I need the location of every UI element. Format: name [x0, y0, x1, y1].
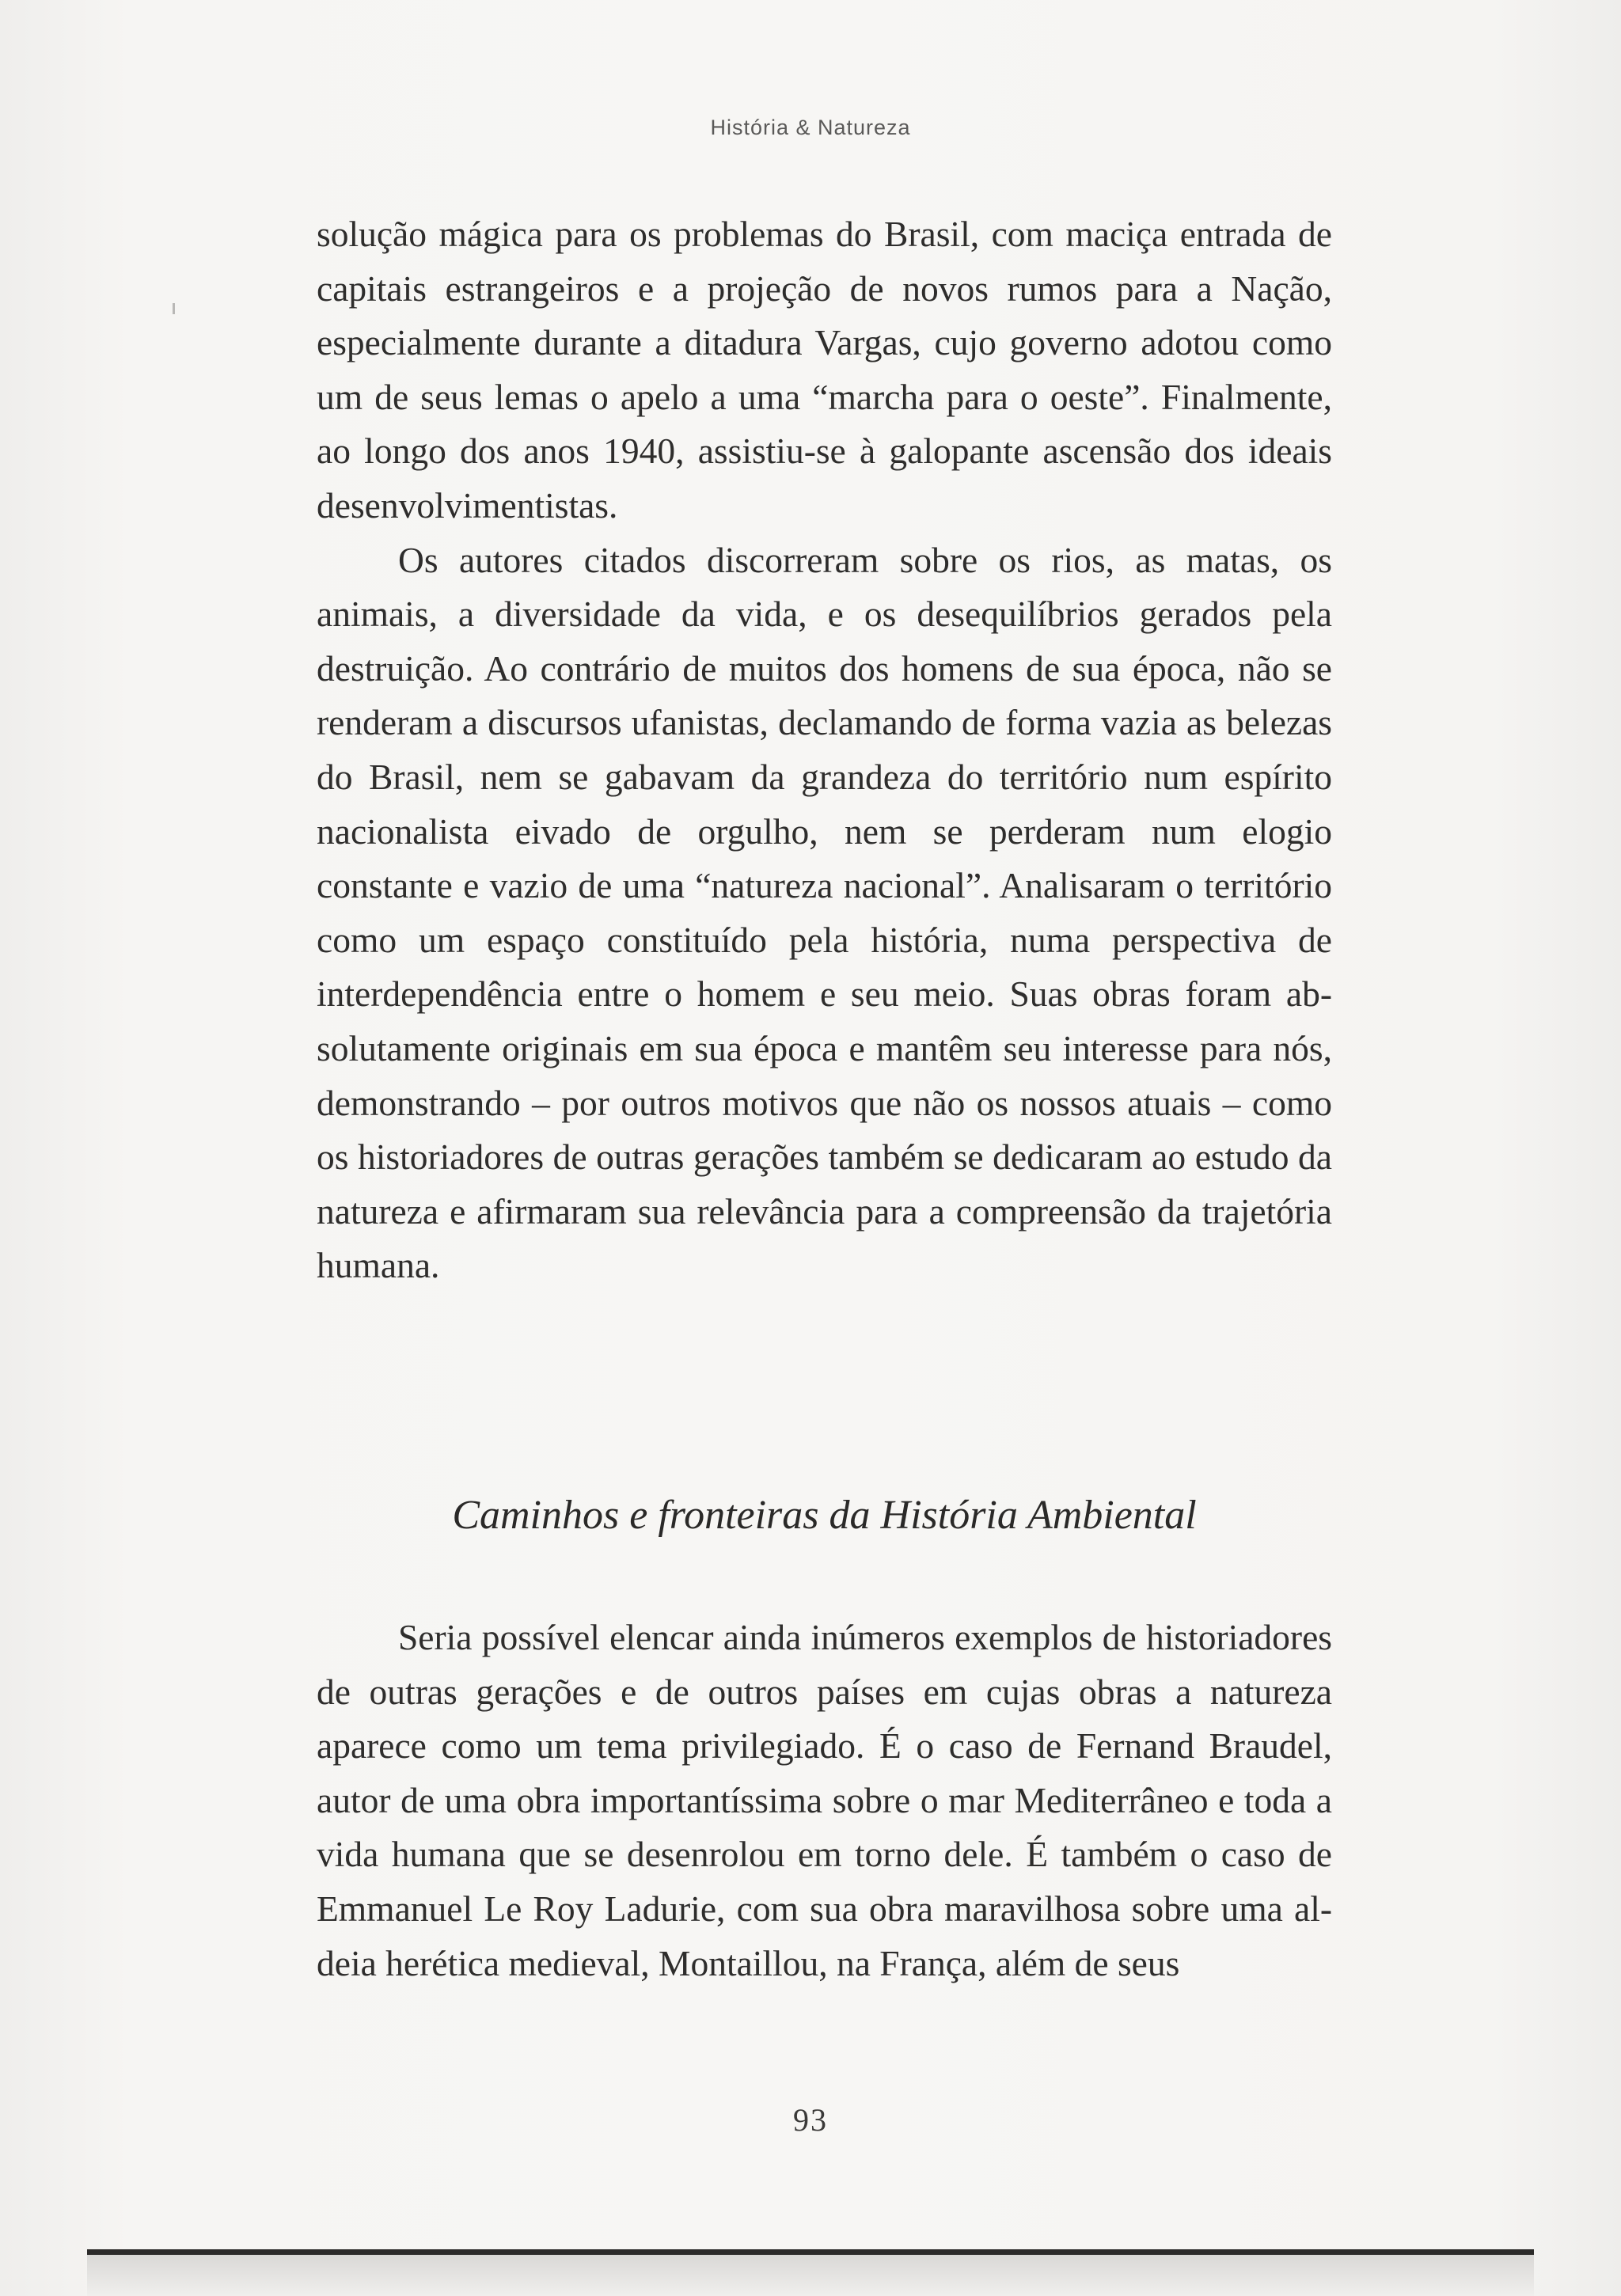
running-head: História & Natureza	[710, 116, 911, 139]
section-body-text	[317, 1611, 1332, 1990]
body-text	[317, 207, 1332, 1293]
bottom-edge-shadow	[87, 2255, 1534, 2296]
paragraph-examples: Seria possível elencar ainda inúmeros exemplos de historiadores de outras gerações e de outros países em cujas obras a natureza aparece como um tema privilegiado. É o caso de Fernand Braudel, autor de uma obra importantíssima sobre o mar Mediterrâneo e toda a vida humana que se desenrolou em torno dele. É também o caso de Emmanuel Le Roy Ladurie, com sua obra maravilhosa sobre uma aldeia herética medieval, Montaillou, na França, além de seus	[317, 1617, 1332, 1983]
margin-mark	[173, 303, 175, 314]
bottom-edge-rule	[87, 2249, 1534, 2255]
section-heading: Caminhos e fronteiras da História Ambiental	[452, 1493, 1197, 1538]
paragraph-authors: Os autores citados discorreram sobre os rios, as matas, os animais, a diversidade da vida, e os desequilíbrios gerados pela destruição. Ao contrário de muitos dos homens de sua época, não se renderam a discursos ufanistas, declamando de forma vazia as belezas do Brasil, nem se gabavam da grandeza do território num espírito nacionalista eivado de orgulho, nem se perderam num elogio constante e vazio de uma “natureza nacional”. Analisaram o território como um espaço constituído pela história, numa perspectiva de interdependência entre o homem e seu meio. Suas obras foram absolutamente originais em sua época e mantêm seu interesse para nós, demonstrando – por outros motivos que não os nossos atuais – como os historiadores de outras gerações também se dedicaram ao estudo da natureza e afirmaram sua relevância para a compreensão da trajetória humana.	[317, 539, 1332, 1286]
page-number: 93	[793, 2102, 828, 2138]
paragraph-continuation: solução mágica para os problemas do Brasil, com maciça entrada de capitais estrangeiros e a projeção de novos rumos para a Nação, especialmente durante a ditadura Vargas, cujo governo adotou como um de seus lemas o apelo a uma “marcha para o oeste”. Finalmente, ao longo dos anos 1940, assistiu-se à galopante ascensão dos ideais desenvolvimentistas.	[317, 214, 1332, 526]
